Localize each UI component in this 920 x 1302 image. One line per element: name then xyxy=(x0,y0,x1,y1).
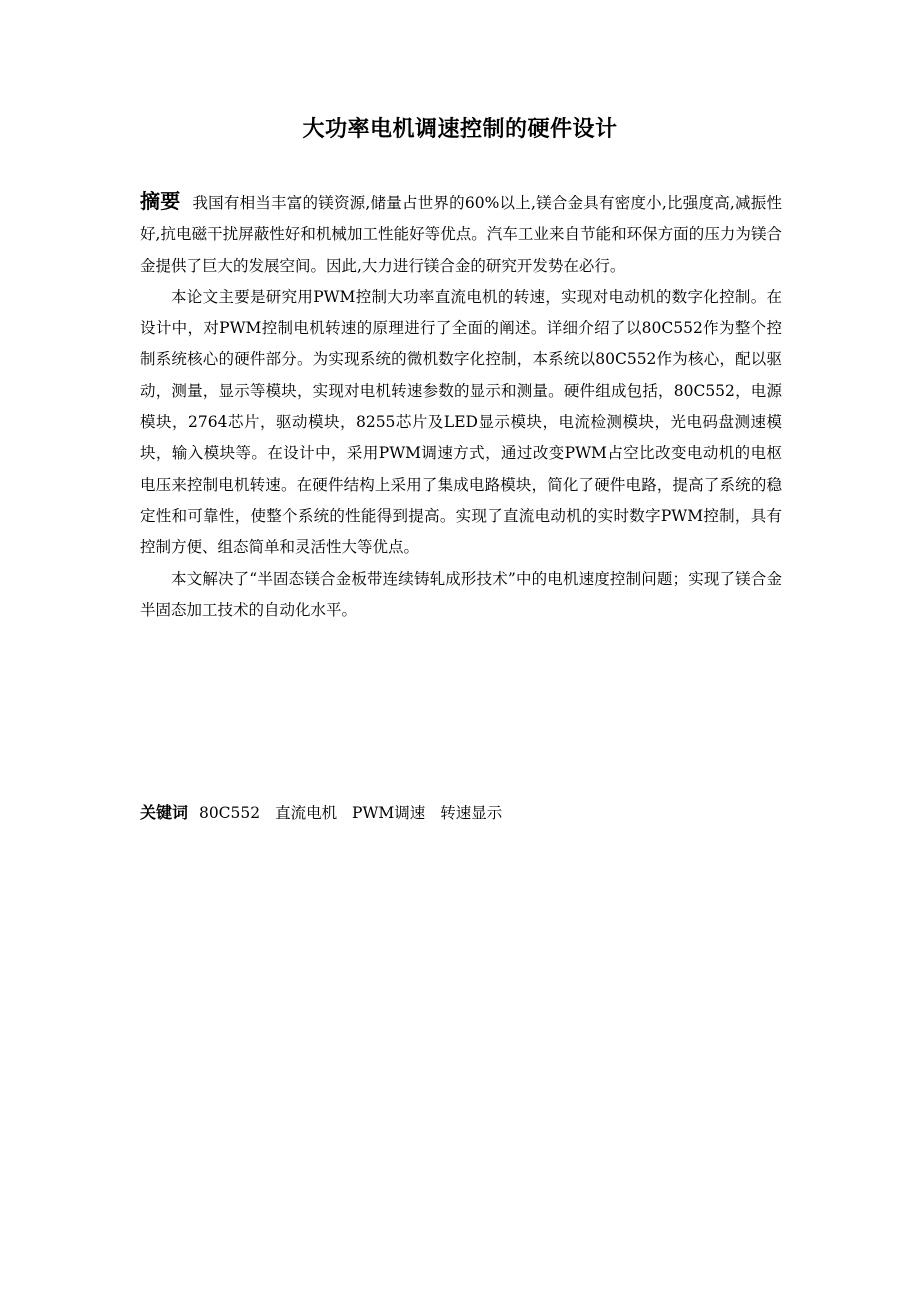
abstract-body xyxy=(140,186,782,626)
keyword-item: 转速显示 xyxy=(440,804,503,822)
keyword-item: 直流电机 xyxy=(275,804,338,822)
keyword-item: 80C552 xyxy=(198,804,261,822)
abstract-paragraph-1-text: 我国有相当丰富的镁资源,储量占世界的60%以上,镁合金具有密度小,比强度高,减振性好,抗电磁干扰屏蔽性好和机械加工性能好等优点。汽车工业来自节能和环保方面的压力为镁合金提供了巨大的发展空间。因此,大力进行镁合金的研究开发势在必行。 xyxy=(140,194,783,275)
page-title: 大功率电机调速控制的硬件设计 xyxy=(302,117,618,142)
abstract-paragraph-3: 本文解决了“半固态镁合金板带连续铸轧成形技术”中的电机速度控制问题；实现了镁合金半固态加工技术的自动化水平。 xyxy=(140,569,782,619)
keywords-label: 关键词 xyxy=(140,803,189,822)
abstract-paragraph-2: 本论文主要是研究用PWM控制大功率直流电机的转速，实现对电动机的数字化控制。在设计中，对PWM控制电机转速的原理进行了全面的阐述。详细介绍了以80C552作为整个控制系统核心的硬件部分。为实现系统的微机数字化控制，本系统以80C552作为核心，配以驱动，测量，显示等模块，实现对电机转速参数的显示和测量。硬件组成包括，80C552，电源模块，2764芯片，驱动模块，8255芯片及LED显示模块，电流检测模块，光电码盘测速模块，输入模块等。在设计中，采用PWM调速方式，通过改变PWM占空比改变电动机的电枢电压来控制电机转速。在硬件结构上采用了集成电路模块，简化了硬件电路，提高了系统的稳定性和可靠性，使整个系统的性能得到提高。实现了直流电动机的实时数字PWM控制，具有控制方便、组态简单和灵活性大等优点。 xyxy=(140,287,782,557)
keyword-item: PWM调速 xyxy=(352,804,426,822)
abstract-paragraph-1 xyxy=(140,186,782,282)
keywords-line xyxy=(140,797,782,829)
abstract-label: 摘要 xyxy=(140,189,181,213)
